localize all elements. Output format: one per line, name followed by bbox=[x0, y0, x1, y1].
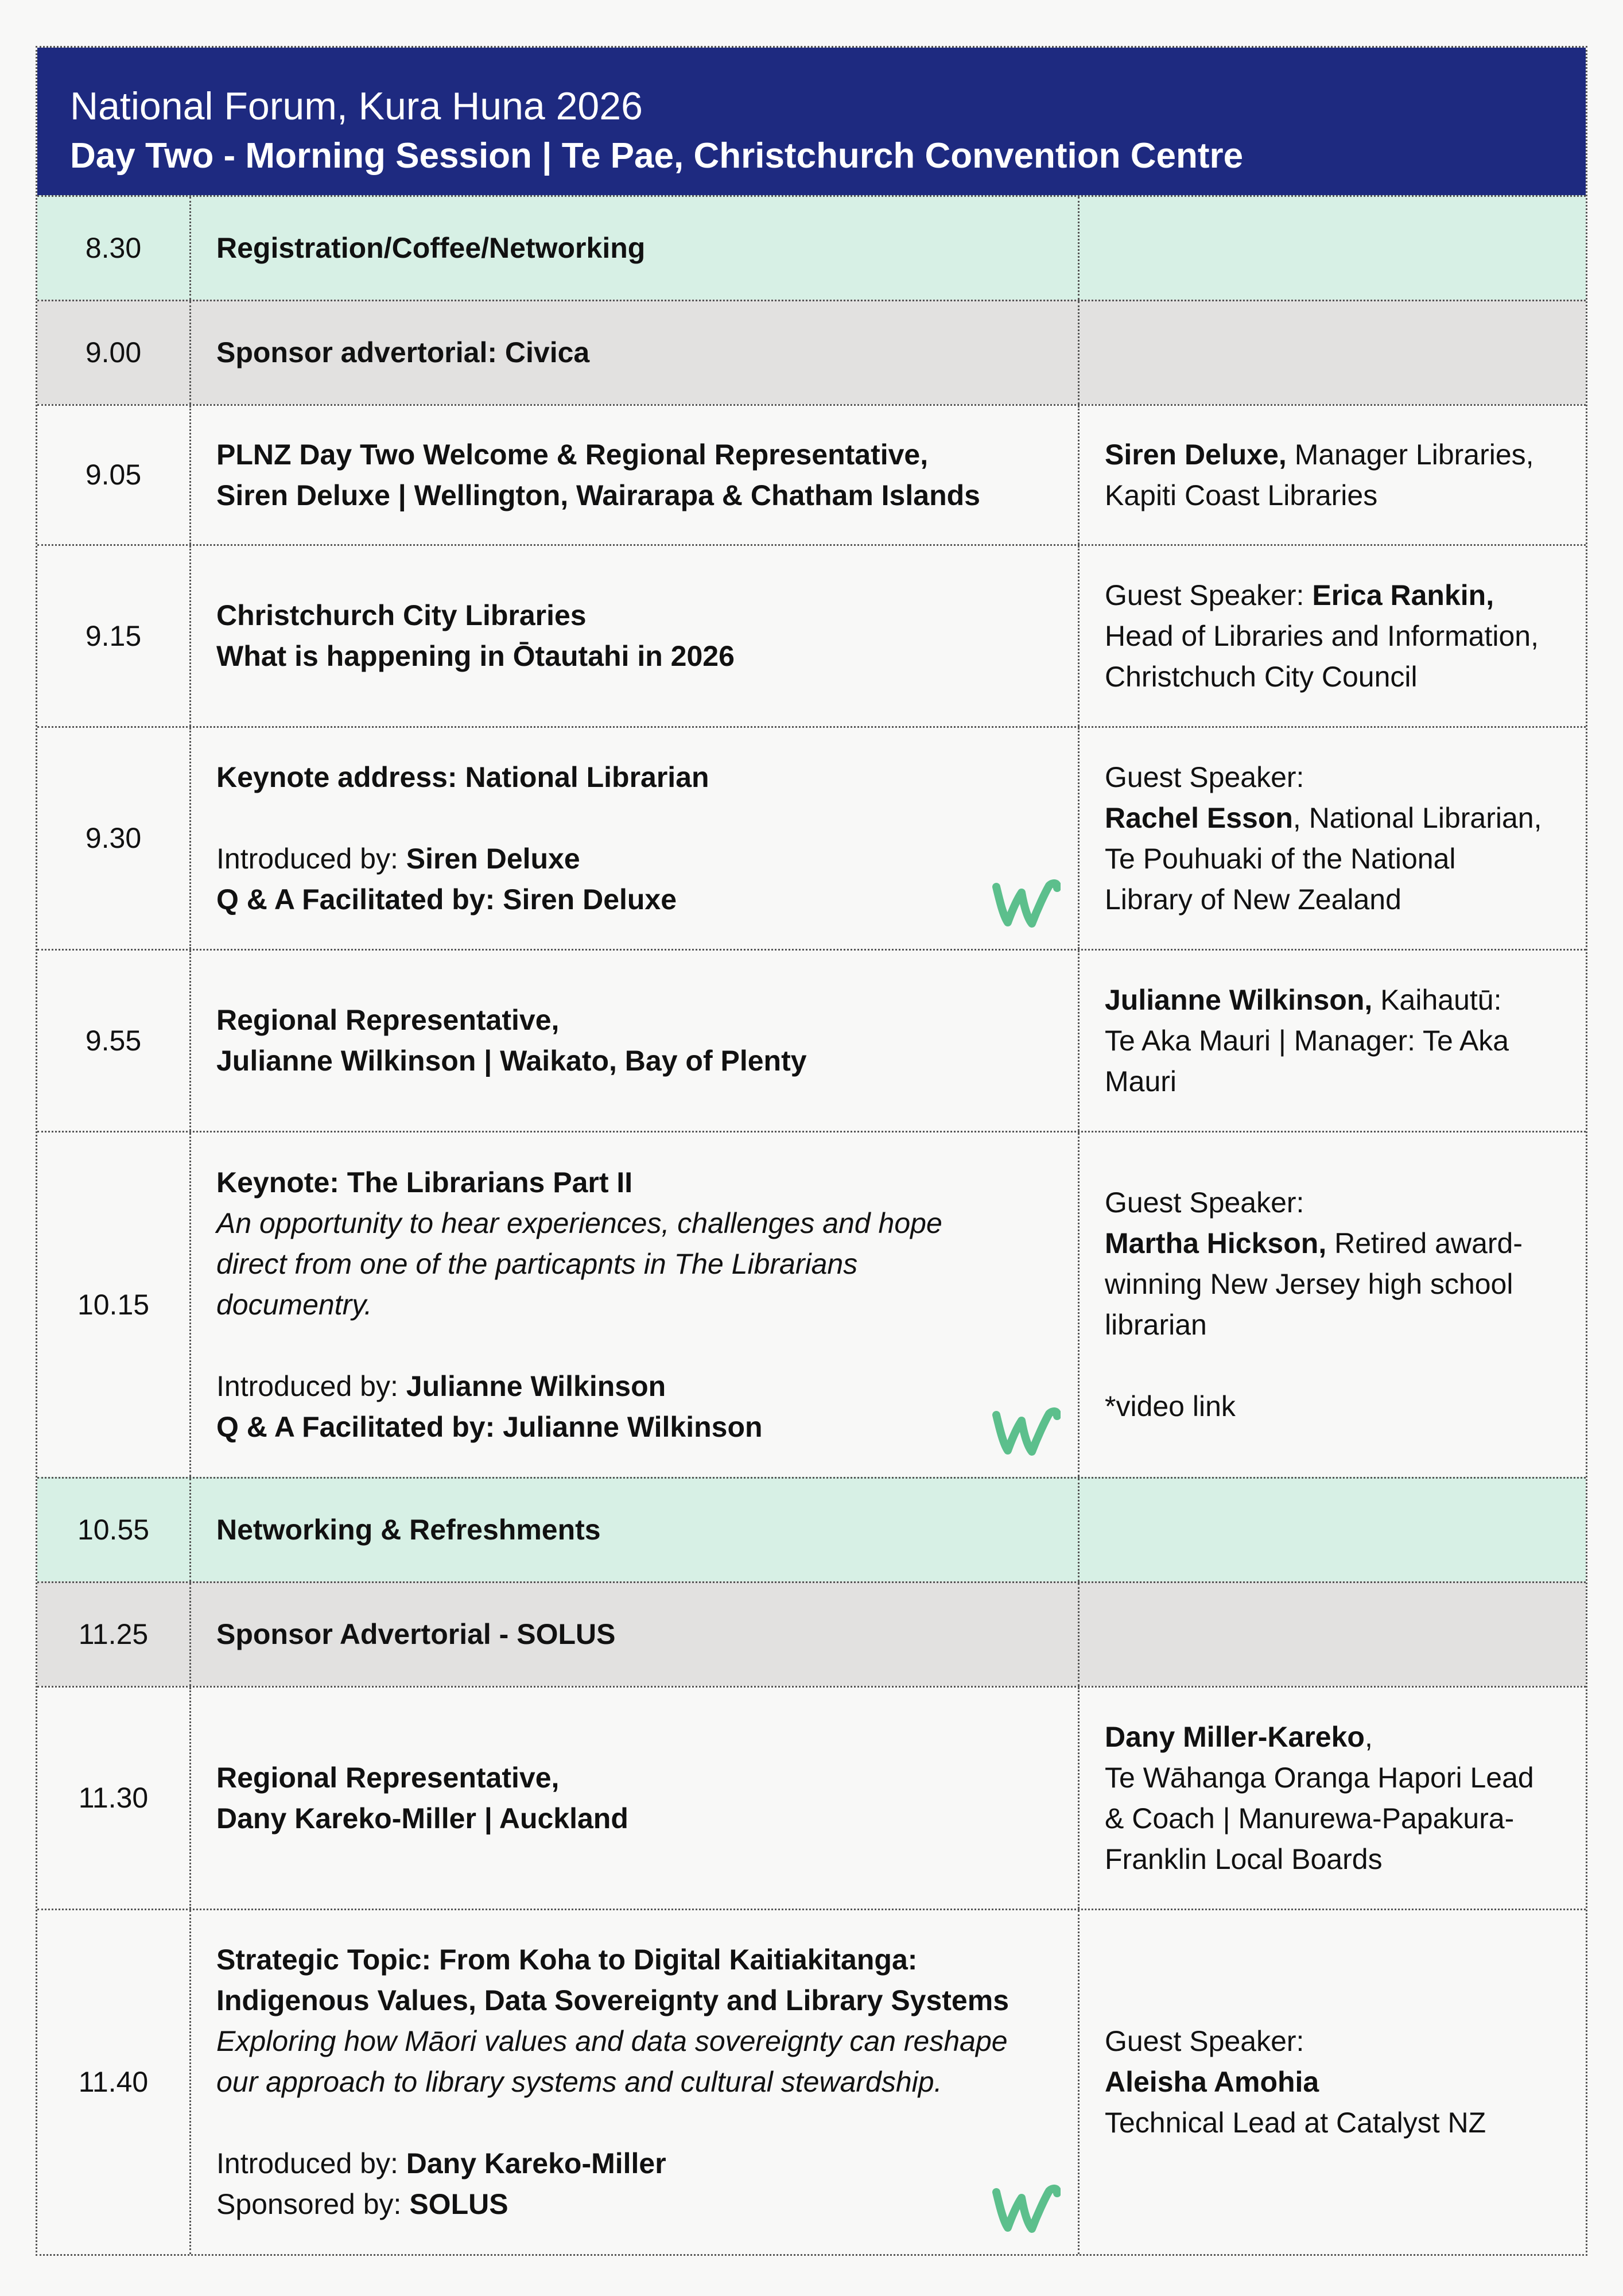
session-title: Siren Deluxe | Wellington, Wairarapa & Chatham Islands bbox=[216, 479, 980, 511]
row-description bbox=[191, 546, 1080, 726]
speaker-name: Aleisha Amohia bbox=[1105, 2066, 1319, 2098]
agenda-row-1130 bbox=[37, 1686, 1586, 1909]
speaker-prefix: Guest Speaker: bbox=[1105, 579, 1313, 611]
session-summary: Exploring how Māori values and data sovereignty can reshape bbox=[216, 2025, 1008, 2057]
intro-name: Siren Deluxe bbox=[406, 842, 580, 875]
agenda-row-0900 bbox=[37, 300, 1586, 404]
sponsor-name: SOLUS bbox=[409, 2188, 508, 2220]
row-time: 10.15 bbox=[37, 1133, 191, 1477]
session-title: Julianne Wilkinson | Waikato, Bay of Plenty bbox=[216, 1045, 807, 1077]
speaker-role: Retired award- bbox=[1326, 1227, 1523, 1259]
agenda-row-1125 bbox=[37, 1581, 1586, 1686]
video-link-note: *video link bbox=[1105, 1390, 1236, 1422]
row-time: 9.15 bbox=[37, 546, 191, 726]
row-time: 9.00 bbox=[37, 301, 191, 404]
speaker-org: Christchuch City Council bbox=[1105, 660, 1418, 693]
row-speaker-empty bbox=[1080, 301, 1586, 404]
speaker-role: , National Librarian, bbox=[1292, 801, 1542, 834]
speaker-name: Siren Deluxe, bbox=[1105, 438, 1287, 471]
row-speaker bbox=[1080, 1910, 1586, 2254]
speaker-role: Head of Libraries and Information, bbox=[1105, 619, 1539, 652]
session-title: Indigenous Values, Data Sovereignty and Library Systems bbox=[216, 1984, 1009, 2016]
session-title: Christchurch City Libraries bbox=[216, 599, 587, 631]
speaker-name: Dany Miller-Kareko bbox=[1105, 1720, 1365, 1753]
row-time: 11.40 bbox=[37, 1910, 191, 2254]
row-speaker bbox=[1080, 728, 1586, 949]
agenda-header bbox=[37, 48, 1586, 195]
speaker-prefix: Guest Speaker: bbox=[1105, 761, 1304, 793]
row-speaker bbox=[1080, 406, 1586, 544]
introduced-by bbox=[216, 2143, 1061, 2184]
qa-facilitator: Q & A Facilitated by: Julianne Wilkinson bbox=[216, 1410, 763, 1443]
speaker-org: Library of New Zealand bbox=[1105, 883, 1401, 916]
row-time: 11.25 bbox=[37, 1583, 191, 1686]
agenda-row-0915 bbox=[37, 544, 1586, 726]
event-title: National Forum, Kura Huna 2026 bbox=[70, 84, 643, 128]
session-title: Registration/Coffee/Networking bbox=[216, 232, 646, 264]
row-speaker bbox=[1080, 1688, 1586, 1909]
speaker-line bbox=[1105, 798, 1568, 839]
speaker-line bbox=[1105, 435, 1568, 475]
speaker-org: Kapiti Coast Libraries bbox=[1105, 479, 1378, 511]
speaker-line bbox=[1105, 1223, 1568, 1264]
row-time: 10.55 bbox=[37, 1479, 191, 1581]
row-description bbox=[191, 1583, 1080, 1686]
speaker-name: Julianne Wilkinson, bbox=[1105, 983, 1373, 1016]
intro-label: Introduced by: bbox=[216, 1370, 406, 1402]
brand-w-icon bbox=[992, 1398, 1061, 1461]
row-speaker bbox=[1080, 1133, 1586, 1477]
intro-name: Julianne Wilkinson bbox=[406, 1370, 666, 1402]
row-speaker-empty bbox=[1080, 1583, 1586, 1686]
row-speaker bbox=[1080, 951, 1586, 1131]
speaker-org: Te Wāhanga Oranga Hapori Lead bbox=[1105, 1761, 1534, 1794]
session-title: Strategic Topic: From Koha to Digital Kaitiakitanga: bbox=[216, 1944, 918, 1976]
speaker-role: Manager Libraries, bbox=[1286, 438, 1534, 471]
row-description bbox=[191, 301, 1080, 404]
agenda-row-1140 bbox=[37, 1909, 1586, 2254]
row-time: 9.55 bbox=[37, 951, 191, 1131]
speaker-org: Technical Lead at Catalyst NZ bbox=[1105, 2107, 1486, 2139]
speaker-prefix: Guest Speaker: bbox=[1105, 1186, 1304, 1219]
qa-facilitator: Q & A Facilitated by: Siren Deluxe bbox=[216, 883, 677, 916]
agenda-row-1055 bbox=[37, 1477, 1586, 1581]
speaker-role: , bbox=[1364, 1720, 1373, 1753]
session-title: Regional Representative, bbox=[216, 1761, 560, 1794]
session-summary: documentry. bbox=[216, 1288, 372, 1321]
session-summary: An opportunity to hear experiences, challenges and hope bbox=[216, 1207, 942, 1239]
session-title: Keynote address: National Librarian bbox=[216, 761, 709, 793]
intro-label: Introduced by: bbox=[216, 2147, 406, 2179]
agenda-row-0830 bbox=[37, 195, 1586, 300]
speaker-prefix: Guest Speaker: bbox=[1105, 2025, 1304, 2057]
agenda-row-0955 bbox=[37, 949, 1586, 1131]
session-title: Dany Kareko-Miller | Auckland bbox=[216, 1802, 628, 1835]
sponsor-label: Sponsored by: bbox=[216, 2188, 410, 2220]
speaker-name: Martha Hickson, bbox=[1105, 1227, 1327, 1259]
introduced-by bbox=[216, 839, 1061, 879]
row-description bbox=[191, 406, 1080, 544]
row-description bbox=[191, 1688, 1080, 1909]
session-summary: our approach to library systems and cultural stewardship. bbox=[216, 2066, 942, 2098]
speaker-org: Franklin Local Boards bbox=[1105, 1843, 1383, 1875]
speaker-role: Kaihautū: bbox=[1372, 983, 1502, 1016]
speaker-org: winning New Jersey high school bbox=[1105, 1268, 1513, 1300]
session-title: Sponsor Advertorial - SOLUS bbox=[216, 1618, 616, 1650]
session-title: Sponsor advertorial: Civica bbox=[216, 336, 590, 369]
row-time: 9.05 bbox=[37, 406, 191, 544]
row-time: 8.30 bbox=[37, 197, 191, 300]
row-speaker-empty bbox=[1080, 197, 1586, 300]
intro-label: Introduced by: bbox=[216, 842, 406, 875]
speaker-org: Mauri bbox=[1105, 1065, 1177, 1097]
row-description bbox=[191, 728, 1080, 949]
agenda-row-1015 bbox=[37, 1131, 1586, 1477]
session-summary: direct from one of the particapnts in The Librarians bbox=[216, 1247, 858, 1280]
session-title: Networking & Refreshments bbox=[216, 1514, 601, 1546]
speaker-name: Erica Rankin, bbox=[1312, 579, 1494, 611]
session-title: Regional Representative, bbox=[216, 1004, 560, 1036]
introduced-by bbox=[216, 1366, 1061, 1407]
speaker-org: Te Aka Mauri | Manager: Te Aka bbox=[1105, 1024, 1509, 1057]
speaker-org: librarian bbox=[1105, 1309, 1207, 1341]
brand-w-icon bbox=[992, 2175, 1061, 2238]
session-subtitle: Day Two - Morning Session | Te Pae, Christchurch Convention Centre bbox=[70, 136, 1244, 176]
speaker-line bbox=[1105, 1717, 1568, 1758]
row-description bbox=[191, 197, 1080, 300]
session-title: Keynote: The Librarians Part II bbox=[216, 1166, 633, 1199]
intro-name: Dany Kareko-Miller bbox=[406, 2147, 666, 2179]
row-time: 9.30 bbox=[37, 728, 191, 949]
row-description bbox=[191, 951, 1080, 1131]
row-description bbox=[191, 1479, 1080, 1581]
sponsored-by bbox=[216, 2184, 1061, 2225]
session-title: PLNZ Day Two Welcome & Regional Representative, bbox=[216, 438, 929, 471]
row-description bbox=[191, 1133, 1080, 1477]
session-title: What is happening in Ōtautahi in 2026 bbox=[216, 640, 735, 672]
agenda-row-0930 bbox=[37, 726, 1586, 949]
agenda-row-0905 bbox=[37, 404, 1586, 544]
speaker-name: Rachel Esson bbox=[1105, 801, 1293, 834]
row-time: 11.30 bbox=[37, 1688, 191, 1909]
brand-w-icon bbox=[992, 870, 1061, 933]
row-description bbox=[191, 1910, 1080, 2254]
row-speaker-empty bbox=[1080, 1479, 1586, 1581]
speaker-org: & Coach | Manurewa-Papakura- bbox=[1105, 1802, 1515, 1835]
speaker-org: Te Pouhuaki of the National bbox=[1105, 842, 1456, 875]
row-speaker bbox=[1080, 546, 1586, 726]
speaker-line bbox=[1105, 575, 1568, 616]
speaker-line bbox=[1105, 980, 1568, 1021]
agenda-sheet bbox=[36, 46, 1587, 2256]
